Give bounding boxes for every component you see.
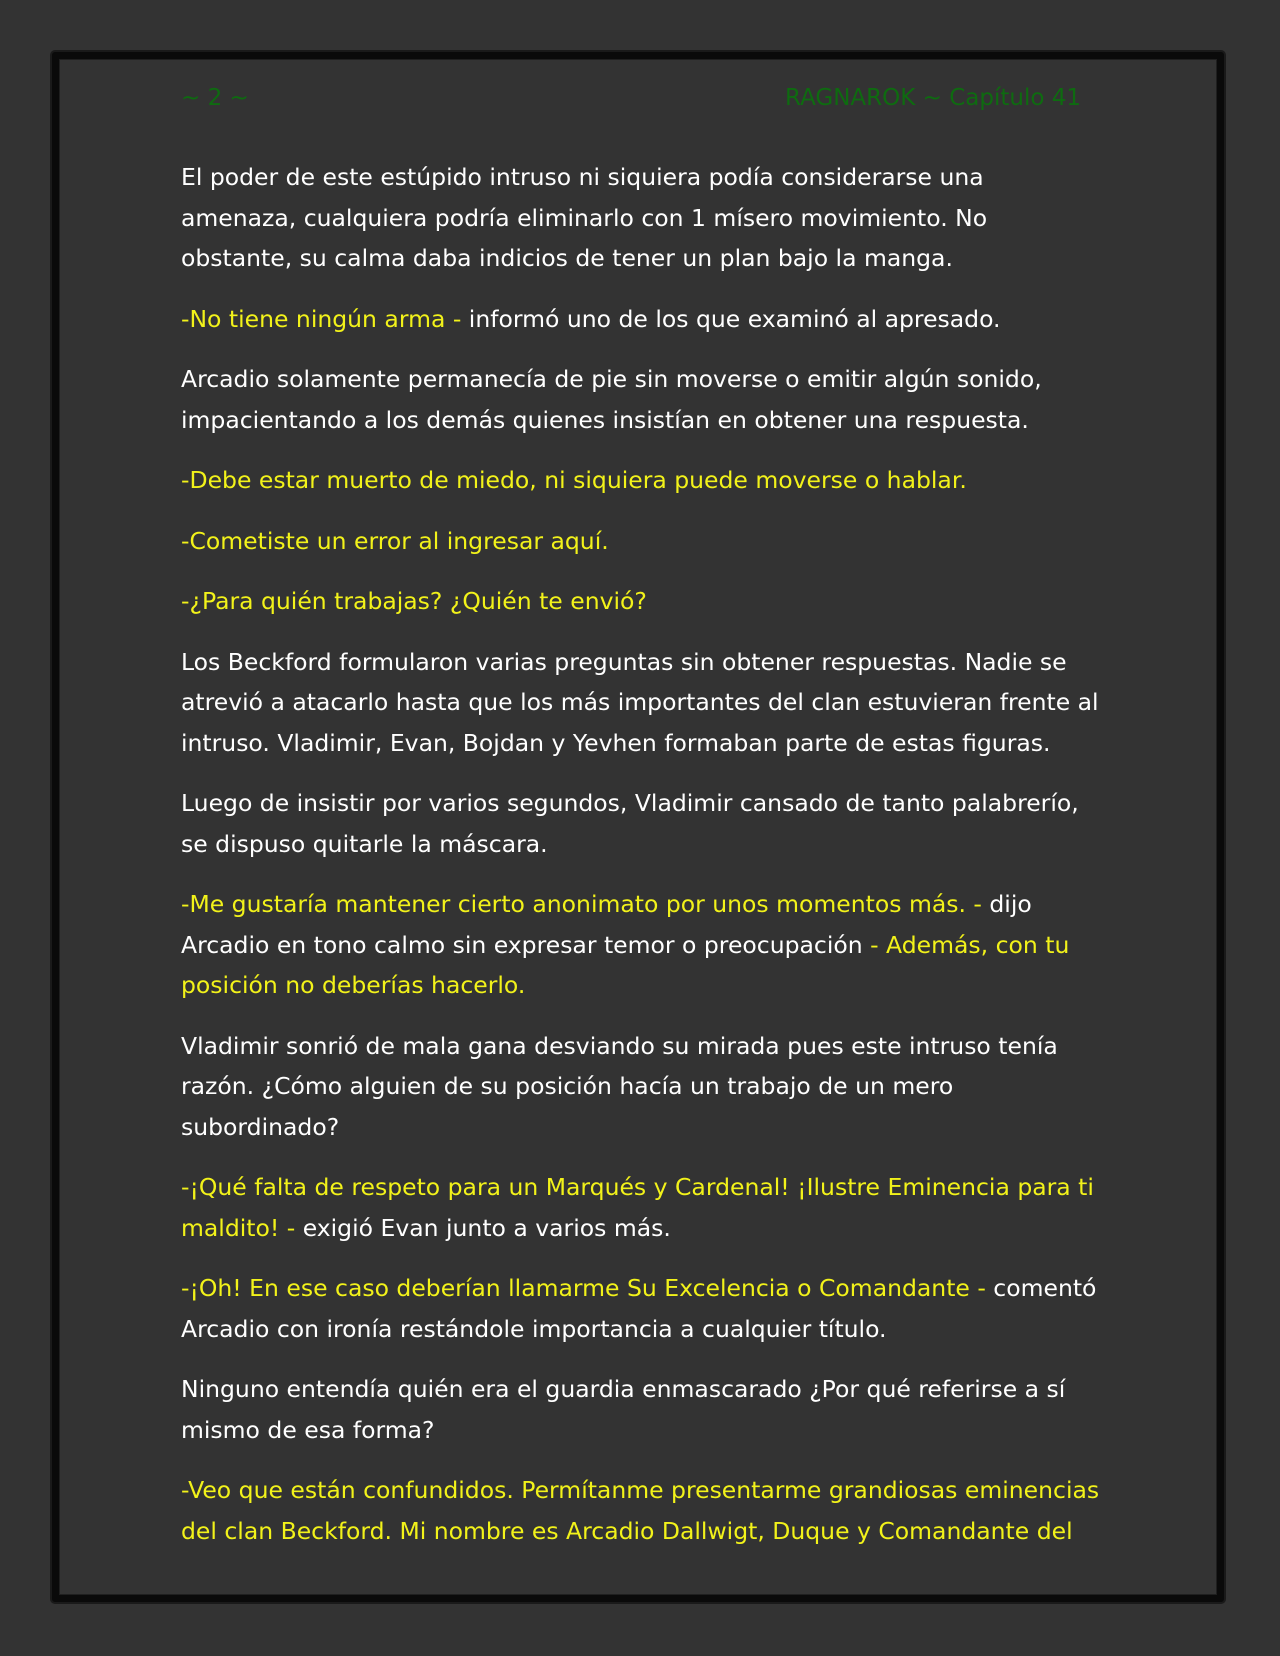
chapter-title: RAGNAROK ~ Capítulo 41	[785, 85, 1081, 111]
narration-text: Los Beckford formularon varias preguntas sin obtener respuestas. Nadie se atrevió a atacarlo hasta que los más importantes del clan estuvieran frente al intruso. Vladimir, Evan, Bojdan y Yevhen formaban parte de estas figuras.	[181, 647, 1099, 757]
dialogue-text: -Me gustaría mantener cierto anonimato por unos momentos más. -	[181, 890, 990, 918]
paragraph	[181, 299, 1101, 340]
page-frame	[52, 52, 1224, 1602]
running-header	[181, 85, 1081, 121]
paragraph	[181, 157, 1101, 279]
dialogue-text: -¡Qué falta de respeto para un Marqués y Cardenal! ¡Ilustre Eminencia para ti maldito! -	[181, 1173, 1094, 1242]
paragraph	[181, 884, 1101, 1006]
narration-text: Vladimir sonrió de mala gana desviando su mirada pues este intruso tenía razón. ¿Cómo alguien de su posición hacía un trabajo de un mero subordinado?	[181, 1031, 1058, 1141]
page-number: ~ 2 ~	[181, 85, 249, 111]
dialogue-text: -Veo que están confundidos. Permítanme presentarme grandiosas eminencias del clan Beckford. Mi nombre es Arcadio Dallwigt, Duque y Comandante del	[181, 1476, 1100, 1545]
paragraph	[181, 581, 1101, 622]
dialogue-text: -Cometiste un error al ingresar aquí.	[181, 526, 609, 555]
narration-text: El poder de este estúpido intruso ni siquiera podía considerarse una amenaza, cualquiera podría eliminarlo con 1 mísero movimiento. No obstante, su calma daba indicios de tener un plan bajo la manga.	[181, 163, 988, 272]
narration-text: informó uno de los que examinó al apresado.	[468, 304, 1001, 333]
paragraph	[181, 1268, 1101, 1349]
narration-text: Luego de insistir por varios segundos, Vladimir cansado de tanto palabrerío, se dispuso quitarle la máscara.	[181, 789, 1079, 858]
paragraph	[181, 1470, 1101, 1551]
paragraph	[181, 1369, 1101, 1450]
paragraph	[181, 359, 1101, 440]
narration-text: dijo Arcadio en tono calmo sin expresar temor o preocupación	[181, 890, 1032, 959]
dialogue-text: -¡Oh! En ese caso deberían llamarme Su Excelencia o Comandante -	[181, 1274, 994, 1302]
dialogue-text: -No tiene ningún arma -	[181, 304, 469, 333]
paragraph	[181, 783, 1101, 864]
dialogue-text: - Además, con tu posición no deberías hacerlo.	[181, 930, 1070, 999]
narration-text: comentó Arcadio con ironía restándole importancia a cualquier título.	[181, 1274, 1097, 1343]
narration-text: Ninguno entendía quién era el guardia enmascarado ¿Por qué referirse a sí mismo de esa forma?	[181, 1375, 1066, 1444]
narration-text: Arcadio solamente permanecía de pie sin moverse o emitir algún sonido, impacientando a los demás quienes insistían en obtener una respuesta.	[181, 365, 1042, 434]
narration-text: exigió Evan junto a varios más.	[302, 1213, 671, 1242]
paragraph	[181, 642, 1101, 764]
dialogue-text: -Debe estar muerto de miedo, ni siquiera puede moverse o hablar.	[181, 466, 967, 494]
chapter-text	[181, 157, 1101, 1571]
paragraph	[181, 521, 1101, 562]
paragraph	[181, 1026, 1101, 1148]
dialogue-text: -¿Para quién trabajas? ¿Quién te envió?	[181, 587, 647, 615]
paragraph	[181, 1167, 1101, 1248]
paragraph	[181, 460, 1101, 501]
